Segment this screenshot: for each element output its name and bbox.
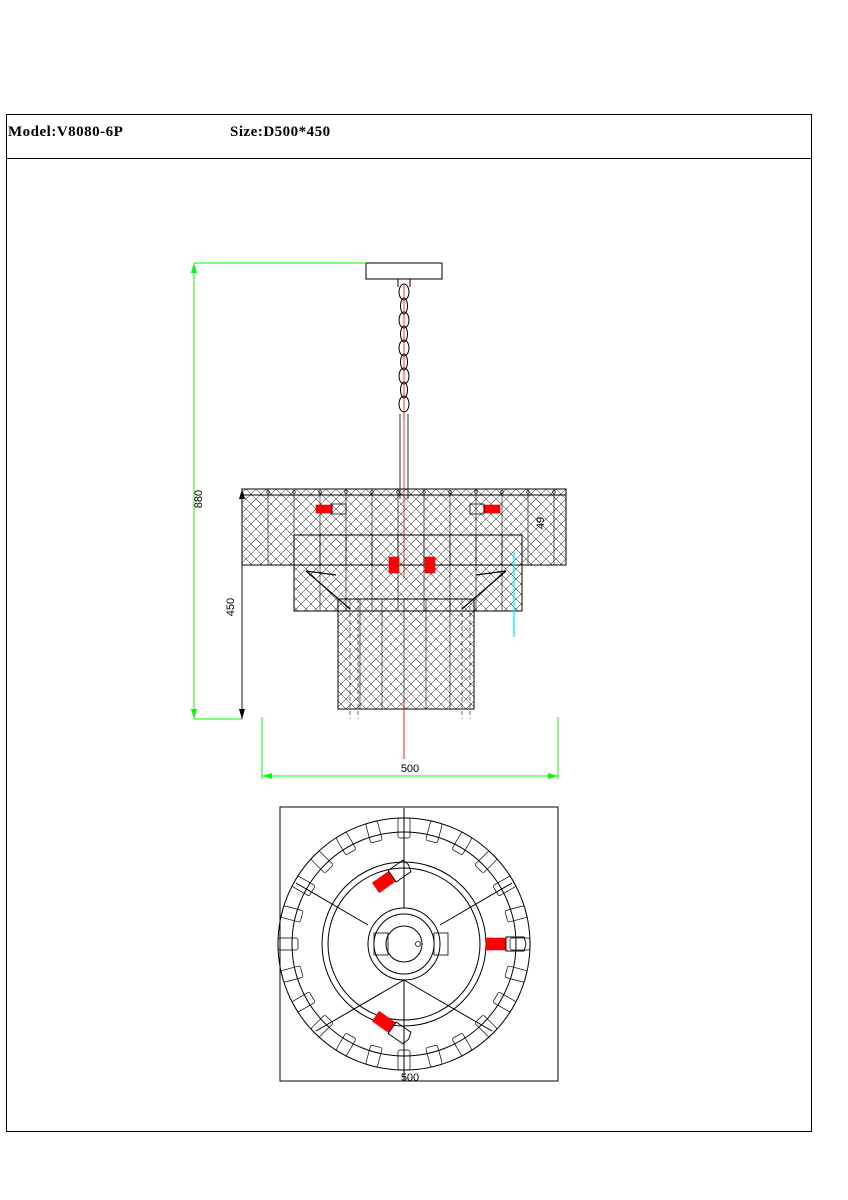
top-view-lamps [372,859,526,1045]
dim-plan-width-label: 500 [400,1072,420,1084]
dim-overall-height-label: 880 [193,489,205,509]
size-label: Size:D500*450 [230,124,331,140]
dim-fixture-height-label: 450 [225,597,237,617]
top-view-group [278,807,558,1084]
title-block [6,114,812,159]
dim-overall-width-label: 500 [400,763,420,775]
dim-detail-height-label: 49 [535,516,547,530]
drawing-area [6,159,812,1132]
front-view-group [191,263,566,779]
crystal-tier-3 [338,599,474,709]
model-label: Model:V8080-6P [8,124,124,140]
canopy [366,263,442,287]
